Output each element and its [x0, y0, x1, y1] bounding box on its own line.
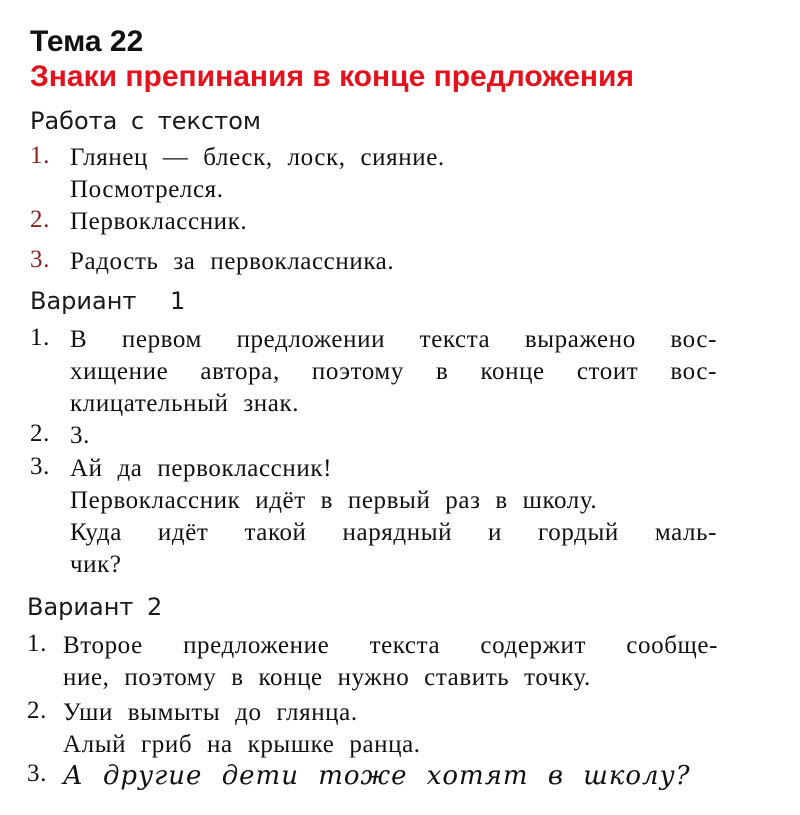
item-line: Посмотрелся.: [70, 176, 224, 203]
list-item: [27, 760, 691, 792]
item-line: Глянец — блеск, лоск, сияние.: [70, 144, 445, 171]
item-number: 1.: [27, 630, 47, 657]
item-number: 3.: [27, 760, 47, 787]
item-number: 1.: [30, 324, 50, 351]
item-line: хищение автора, поэтому в конце стоит вос-: [70, 358, 717, 385]
item-line: Алый гриб на крышке ранца.: [63, 731, 421, 758]
item-line: Ай да первоклассник!: [70, 455, 332, 482]
item-line: В первом предложении текста выражено вос-: [70, 326, 717, 353]
item-line: ние, поэтому в конце нужно ставить точку.: [63, 664, 591, 691]
item-line: Куда идёт такой нарядный и гордый маль-: [70, 519, 717, 546]
section-heading-variant-2: Вариант 2: [27, 593, 163, 621]
topic-number: Тема 22: [30, 25, 144, 58]
item-line: Радость за первоклассника.: [70, 248, 395, 275]
item-line: Уши вымыты до глянца.: [63, 699, 358, 726]
section-heading-variant-1: Вариант 1: [30, 287, 186, 315]
list-item: [30, 142, 445, 206]
list-item: [30, 453, 717, 581]
list-item: [27, 630, 718, 694]
item-line: 3.: [70, 422, 90, 449]
item-number: 3.: [30, 453, 50, 480]
item-line: чик?: [70, 551, 122, 578]
item-line: Первоклассник.: [70, 208, 248, 235]
item-line: клицательный знак.: [70, 390, 300, 417]
item-number: 2.: [27, 697, 47, 724]
topic-title: Знаки препинания в конце предложения: [30, 60, 634, 93]
list-item: [30, 206, 247, 238]
item-line: Первоклассник идёт в первый раз в школу.: [70, 487, 598, 514]
item-number: 1.: [30, 142, 50, 169]
list-item: [30, 246, 394, 278]
list-item: [30, 324, 717, 420]
item-number: 2.: [30, 420, 50, 447]
section-heading-text-work: Работа с текстом: [30, 107, 262, 135]
item-number: 3.: [30, 246, 50, 273]
handwritten-answer: А другие дети тоже хотят в школу?: [63, 761, 691, 791]
list-item: [30, 420, 90, 452]
item-line: Второе предложение текста содержит сообще-: [63, 632, 718, 659]
item-number: 2.: [30, 206, 50, 233]
list-item: [27, 697, 421, 761]
